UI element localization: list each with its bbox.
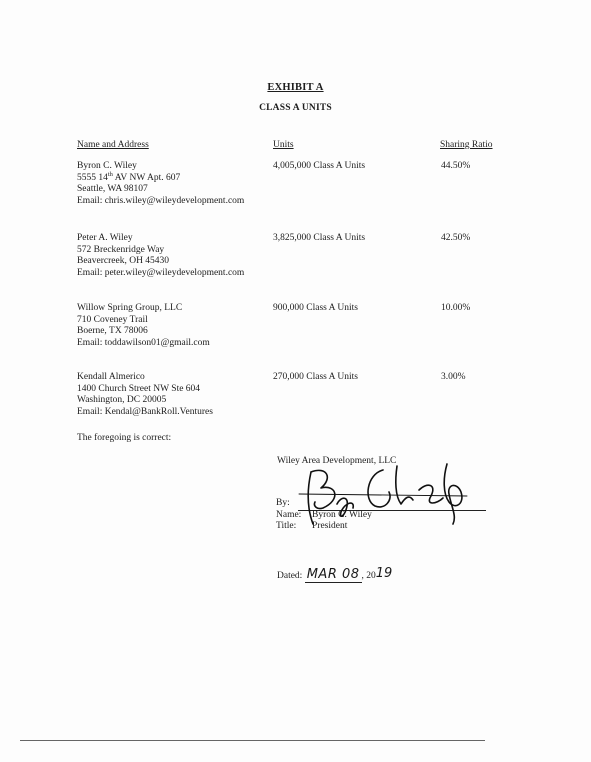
- column-header-sharing-ratio: Sharing Ratio: [440, 140, 493, 150]
- footer-rule: [20, 740, 485, 741]
- street-rest: AV NW Apt. 607: [112, 172, 181, 183]
- member-units: 4,005,000 Class A Units: [273, 161, 366, 171]
- foregoing-statement: The foregoing is correct:: [77, 433, 172, 443]
- member-units: 270,000 Class A Units: [273, 372, 358, 382]
- member-city: Beavercreek, OH 45430: [77, 256, 170, 267]
- member-sharing-ratio: 10.00%: [441, 303, 471, 313]
- member-sharing-ratio: 44.50%: [441, 161, 471, 171]
- street-number: 5555 14: [77, 172, 108, 183]
- member-email: Email: Kendal@BankRoll.Ventures: [77, 406, 213, 417]
- exhibit-subtitle: CLASS A UNITS: [259, 103, 332, 113]
- title-label: Title:: [276, 521, 297, 531]
- member-name-address: [77, 372, 213, 418]
- member-sharing-ratio: 3.00%: [441, 372, 466, 382]
- member-name: Willow Spring Group, LLC: [77, 303, 183, 313]
- member-street: 1400 Church Street NW Ste 604: [77, 383, 201, 394]
- name-label: Name:: [276, 509, 302, 520]
- member-name: Byron C. Wiley: [77, 161, 137, 171]
- dated-year-prefix: , 20: [361, 571, 376, 581]
- member-name-address: [77, 303, 210, 349]
- signer-title: President: [312, 521, 348, 531]
- street-ordinal-suffix: th: [107, 170, 113, 178]
- handwritten-signature: [297, 460, 472, 528]
- member-city: Washington, DC 20005: [77, 395, 167, 406]
- member-email: Email: chris.wiley@wileydevelopment.com: [77, 195, 245, 206]
- member-street: 710 Coveney Trail: [77, 314, 148, 325]
- handwritten-date: MAR 08: [306, 567, 360, 582]
- column-header-units: Units: [273, 140, 294, 150]
- column-header-name-address: Name and Address: [77, 140, 149, 150]
- company-name: Wiley Area Development, LLC: [277, 456, 397, 466]
- member-units: 3,825,000 Class A Units: [273, 233, 366, 243]
- member-name-address: [77, 233, 244, 279]
- member-email: Email: toddawilson01@gmail.com: [77, 337, 210, 348]
- member-name: Peter A. Wiley: [77, 233, 133, 243]
- member-name-address: [77, 161, 244, 207]
- dated-label: Dated:: [277, 571, 303, 581]
- handwritten-year: 19: [375, 566, 393, 581]
- member-street: [77, 170, 244, 185]
- member-name: Kendall Almerico: [77, 372, 145, 382]
- member-street: 572 Breckenridge Way: [77, 244, 165, 255]
- dated-row: [277, 566, 392, 583]
- member-sharing-ratio: 42.50%: [441, 233, 471, 243]
- member-email: Email: peter.wiley@wileydevelopment.com: [77, 267, 245, 278]
- signer-name: Byron C. Wiley: [312, 509, 372, 520]
- member-units: 900,000 Class A Units: [273, 303, 358, 313]
- member-city: Seattle, WA 98107: [77, 184, 148, 195]
- by-label: By:: [276, 498, 290, 508]
- exhibit-title: EXHIBIT A: [267, 82, 324, 93]
- member-city: Boerne, TX 78006: [77, 326, 148, 337]
